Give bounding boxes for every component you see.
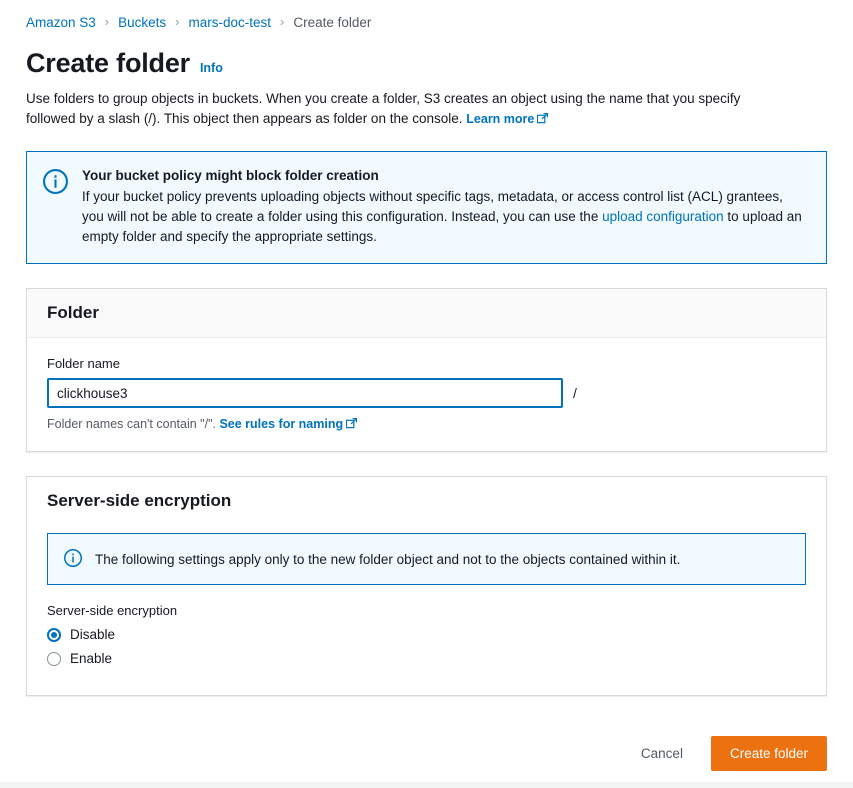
- info-icon: [64, 549, 82, 570]
- encryption-panel-header: [27, 477, 826, 515]
- folder-name-hint-text: Folder names can't contain "/".: [47, 417, 216, 431]
- page-title: Create folder: [26, 48, 190, 78]
- folder-panel-heading: Folder: [47, 303, 99, 322]
- alert-body-part1: If your bucket policy prevents uploading objects without specific tags, metadata, or access control list (ACL) grantees, you will not be able to create a folder using this configuration. Instead, you can use the: [82, 189, 783, 224]
- folder-name-hint: [47, 417, 806, 431]
- breadcrumb-item-current: Create folder: [293, 14, 372, 30]
- breadcrumb-item-amazon-s3[interactable]: Amazon S3: [26, 14, 96, 30]
- form-actions: [0, 736, 853, 771]
- breadcrumb-item-buckets[interactable]: Buckets: [118, 14, 167, 30]
- alert-title: Your bucket policy might block folder creation: [82, 168, 379, 183]
- naming-rules-label: See rules for naming: [219, 417, 344, 431]
- folder-name-input[interactable]: [47, 378, 563, 408]
- breadcrumb-separator-icon: ›: [175, 13, 180, 29]
- alert-body: [82, 187, 808, 247]
- radio-disable-label: Disable: [70, 627, 116, 642]
- encryption-radio-group-label: Server-side encryption: [47, 603, 178, 618]
- breadcrumb: [0, 0, 853, 34]
- bottom-bar: [0, 782, 853, 788]
- folder-panel-header: [27, 289, 826, 338]
- naming-rules-link[interactable]: [219, 417, 357, 431]
- breadcrumb-item-bucket-name[interactable]: mars-doc-test: [188, 14, 272, 30]
- encryption-panel-body: [27, 515, 826, 695]
- upload-configuration-link[interactable]: upload configuration: [602, 209, 724, 224]
- folder-name-suffix: /: [573, 385, 577, 401]
- info-icon: [43, 169, 68, 197]
- folder-name-label: Folder name: [47, 356, 120, 371]
- radio-enable-indicator[interactable]: [47, 652, 61, 666]
- create-folder-button[interactable]: Create folder: [711, 736, 827, 771]
- page-description: [0, 79, 810, 129]
- radio-option-enable[interactable]: [47, 651, 806, 666]
- learn-more-link[interactable]: [466, 112, 548, 126]
- radio-option-disable[interactable]: [47, 627, 806, 642]
- encryption-panel-heading: Server-side encryption: [47, 491, 232, 510]
- folder-panel-body: [27, 338, 826, 451]
- breadcrumb-separator-icon: ›: [280, 13, 285, 29]
- bucket-policy-alert: [26, 151, 827, 264]
- page-description-text: Use folders to group objects in buckets. When you create a folder, S3 creates an object using the name that you specify followed by a slash (/). This object then appears as folder on the console.: [26, 91, 741, 126]
- folder-name-row: [47, 378, 806, 408]
- page-title-row: [0, 34, 853, 79]
- info-link[interactable]: Info: [199, 61, 223, 75]
- external-link-icon: [346, 418, 357, 429]
- alert-body-part2: to upload an empty folder and specify the appropriate settings.: [82, 209, 802, 244]
- folder-panel: [26, 288, 827, 452]
- encryption-info-box: [47, 533, 806, 585]
- breadcrumb-separator-icon: ›: [104, 13, 110, 29]
- alert-content: [82, 168, 808, 247]
- external-link-icon: [537, 113, 548, 124]
- encryption-panel: [26, 476, 827, 696]
- radio-enable-label: Enable: [70, 651, 113, 666]
- learn-more-label: Learn more: [466, 112, 535, 126]
- radio-disable-indicator[interactable]: [47, 628, 61, 642]
- encryption-info-text: The following settings apply only to the new folder object and not to the objects contained within it.: [95, 551, 681, 567]
- cancel-button[interactable]: Cancel: [631, 740, 693, 767]
